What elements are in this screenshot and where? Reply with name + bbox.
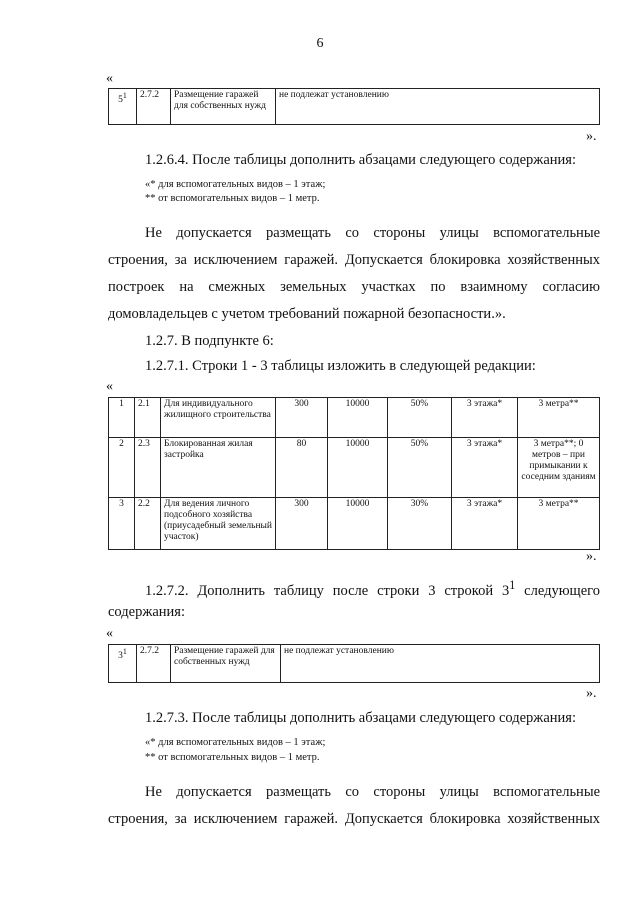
quote-open-2: «: [106, 379, 113, 394]
row-code: 2.7.2: [137, 89, 171, 125]
zoning-table: [108, 397, 600, 550]
row-code: 2.1: [135, 398, 161, 438]
row-distance: 3 метра**; 0 метров – при примыкании к соседним зданиям: [518, 438, 600, 498]
quote-open-1: «: [106, 71, 113, 86]
row-percent: 30%: [388, 498, 452, 550]
quote-close-1: ».: [586, 129, 597, 144]
paragraph-line: домовладельцев с учетом требований пожарной безопасности.».: [108, 306, 506, 322]
quote-close-2: ».: [586, 549, 597, 564]
footnote-line-2: ** от вспомогательных видов – 1 метр.: [145, 752, 320, 763]
paragraph-line: строения, за исключением гаражей. Допускается блокировка хозяйственных: [108, 811, 600, 827]
row-name: Для ведения личного подсобного хозяйства (приусадебный земельный участок): [161, 498, 276, 550]
row-max-area: 10000: [328, 498, 388, 550]
table-row: [109, 398, 600, 438]
row-percent: 50%: [388, 438, 452, 498]
row-name: Блокированная жилая застройка: [161, 438, 276, 498]
row-number: 2: [109, 438, 135, 498]
row-floors: 3 этажа*: [452, 498, 518, 550]
table-row-5-1: [108, 88, 600, 125]
footnote-line-2: ** от вспомогательных видов – 1 метр.: [145, 193, 320, 204]
paragraph-line: содержания:: [108, 604, 186, 620]
row-min-area: 300: [276, 498, 328, 550]
row-code: 2.7.2: [137, 645, 171, 683]
row-number: 3: [109, 498, 135, 550]
paragraph-heading-1-2-7: 1.2.7. В подпункте 6:: [145, 333, 274, 349]
row-distance: 3 метра**: [518, 398, 600, 438]
page-number: 6: [316, 36, 324, 51]
footnote-line-1: «* для вспомогательных видов – 1 этаж;: [145, 737, 326, 748]
row-number: $5^1$: [109, 89, 137, 125]
paragraph-heading-1-2-7-2: 1.2.7.2. Дополнить таблицу после строки 3 строкой $3^1$ следующего: [145, 578, 600, 599]
row-number: $3^1$: [109, 645, 137, 683]
paragraph-heading-1-2-6-4: 1.2.6.4. После таблицы дополнить абзацами следующего содержания:: [145, 152, 576, 168]
quote-open-3: «: [106, 626, 113, 641]
row-max-area: 10000: [328, 438, 388, 498]
paragraph-line: построек на смежных земельных участках по взаимному согласию: [108, 279, 600, 295]
row-max-area: 10000: [328, 398, 388, 438]
row-distance: 3 метра**: [518, 498, 600, 550]
paragraph-heading-1-2-7-1: 1.2.7.1. Строки 1 - 3 таблицы изложить в следующей редакции:: [145, 358, 536, 374]
row-code: 2.3: [135, 438, 161, 498]
table-row-3-1: [108, 644, 600, 683]
footnote-line-1: «* для вспомогательных видов – 1 этаж;: [145, 179, 326, 190]
paragraph-line: Не допускается размещать со стороны улицы вспомогательные: [145, 225, 600, 241]
paragraph-line: строения, за исключением гаражей. Допускается блокировка хозяйственных: [108, 252, 600, 268]
row-value: не подлежат установлению: [281, 645, 600, 683]
paragraph-line: Не допускается размещать со стороны улицы вспомогательные: [145, 784, 600, 800]
row-min-area: 300: [276, 398, 328, 438]
row-min-area: 80: [276, 438, 328, 498]
row-name: Для индивидуального жилищного строительства: [161, 398, 276, 438]
table-row: [109, 438, 600, 498]
row-name: Размещение гаражей для собственных нужд: [171, 645, 281, 683]
row-name: Размещение гаражей для собственных нужд: [171, 89, 276, 125]
row-floors: 3 этажа*: [452, 438, 518, 498]
quote-close-3: ».: [586, 686, 597, 701]
table-row: [109, 498, 600, 550]
row-number: 1: [109, 398, 135, 438]
row-value: не подлежат установлению: [276, 89, 600, 125]
row-code: 2.2: [135, 498, 161, 550]
row-percent: 50%: [388, 398, 452, 438]
paragraph-heading-1-2-7-3: 1.2.7.3. После таблицы дополнить абзацами следующего содержания:: [145, 710, 576, 726]
row-floors: 3 этажа*: [452, 398, 518, 438]
